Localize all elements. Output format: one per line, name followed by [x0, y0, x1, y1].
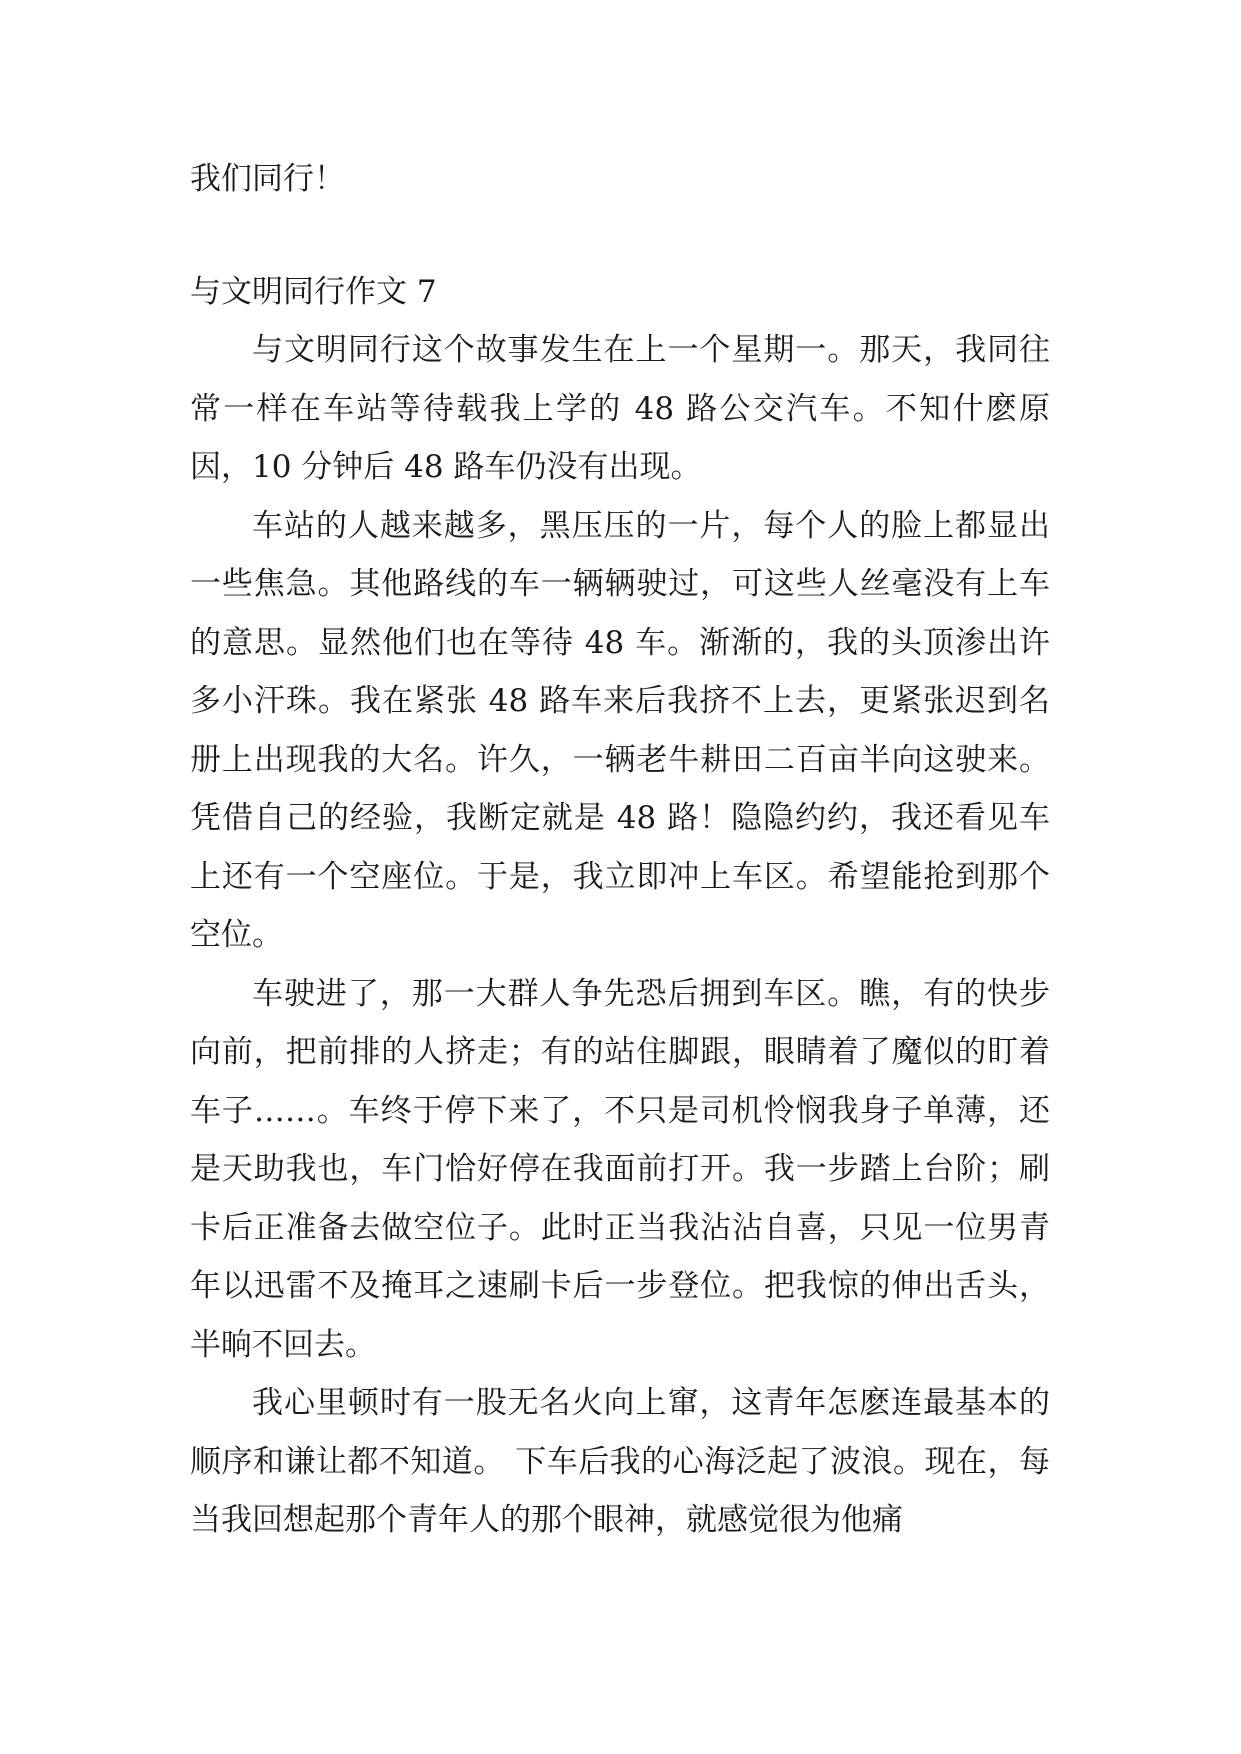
paragraph: 车站的人越来越多，黑压压的一片，每个人的脸上都显出一些焦急。其他路线的车一辆辆驶过，可这些人丝毫没有上车的意思。显然他们也在等待 48 车。渐渐的，我的头顶渗出许多小汗珠。我在紧张 48 路车来后我挤不上去，更紧张迟到名册上出现我的大名。许久，一辆老牛耕田二百亩半向这驶来。凭借自己的经验，我断定就是 48 路！隐隐约约，我还看见车上还有一个空座位。于是，我立即冲上车区。希望能抢到那个空位。 [190, 507, 1050, 953]
paragraph: 与文明同行这个故事发生在上一个星期一。那天，我同往常一样在车站等待载我上学的 48 路公交汽车。不知什麽原因，10 分钟后 48 路车仍没有出现。 [190, 332, 1050, 485]
paragraph: 我心里顿时有一股无名火向上窜，这青年怎麽连最基本的顺序和谦让都不知道。 下车后我的心海泛起了波浪。现在，每当我回想起那个青年人的那个眼神，就感觉很为他痛 [190, 1385, 1050, 1538]
closing-line: 我们同行！ [190, 161, 345, 197]
document-page [190, 150, 1050, 1550]
paragraph: 车驶进了，那一大群人争先恐后拥到车区。瞧，有的快步向前，把前排的人挤走；有的站住脚跟，眼睛着了魔似的盯着车子……。车终于停下来了，不只是司机怜悯我身子单薄，还是天助我也，车门恰好停在我面前打开。我一步踏上台阶；刷卡后正准备去做空位子。此时正当我沾沾自喜，只见一位男青年以迅雷不及掩耳之速刷卡后一步登位。把我惊的伸出舌头，半晌不回去。 [190, 975, 1050, 1363]
essay-heading: 与文明同行作文 7 [190, 273, 437, 310]
